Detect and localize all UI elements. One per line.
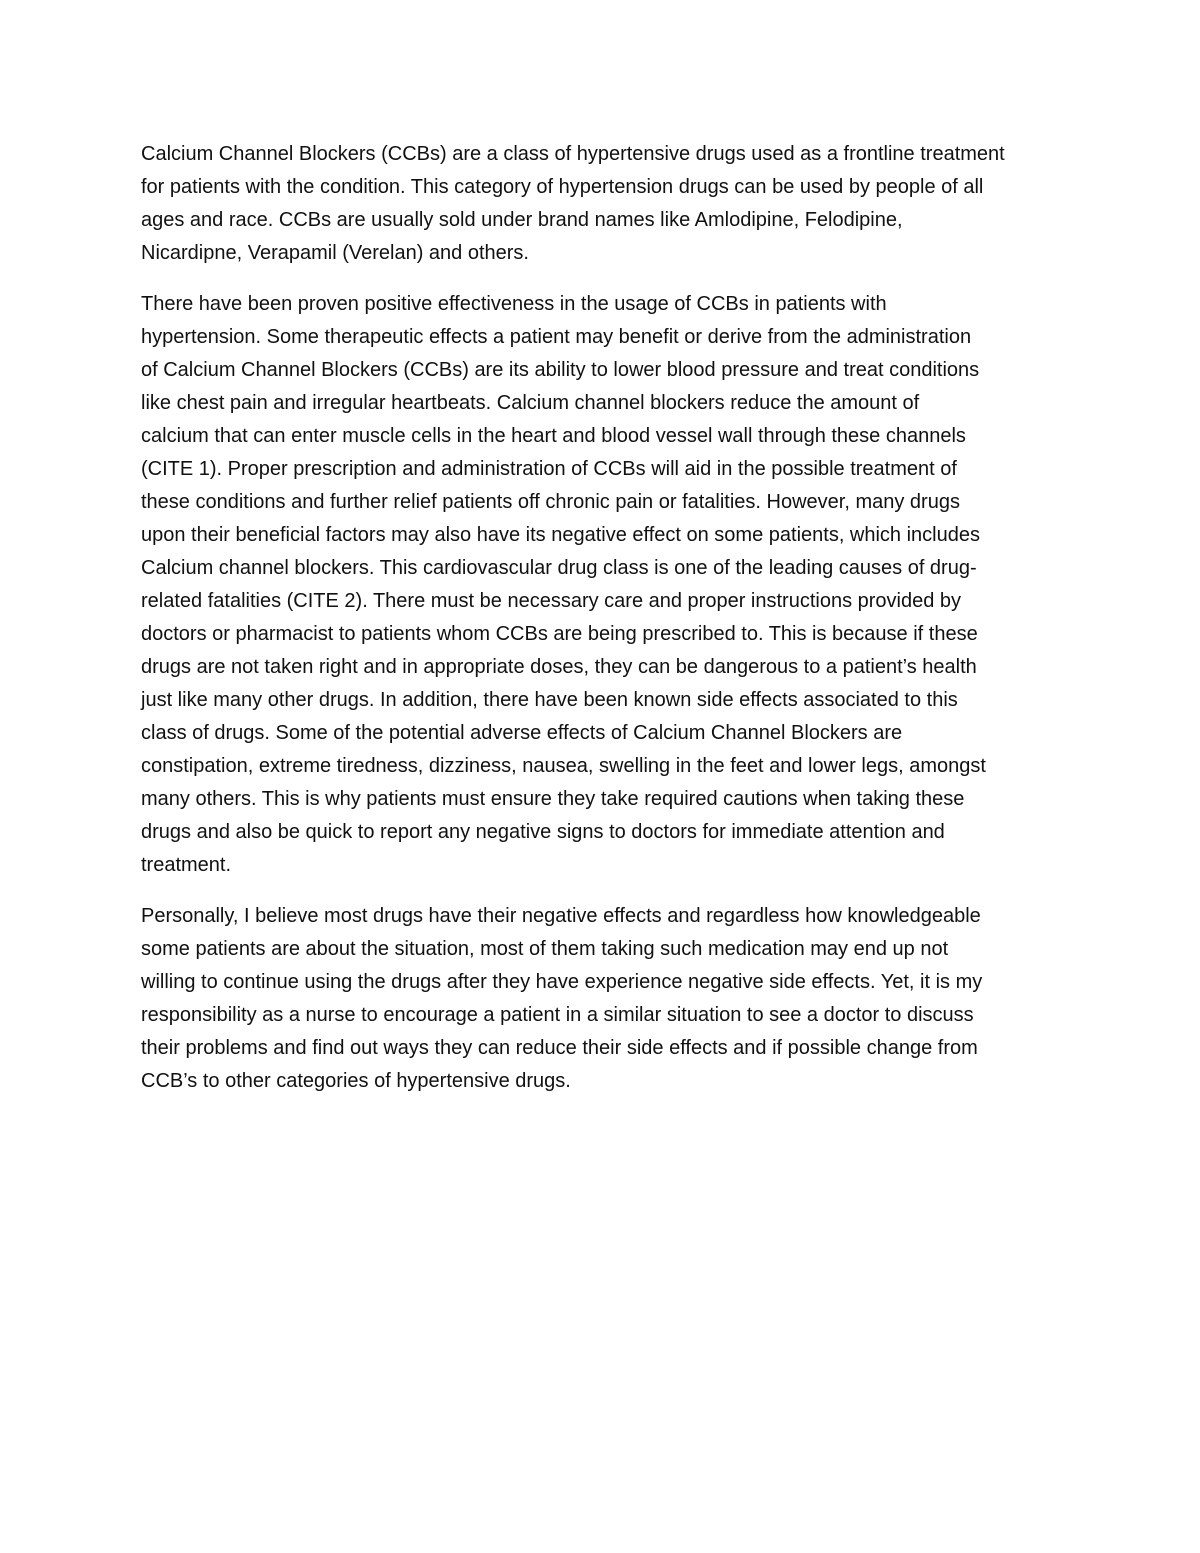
- text-line: Nicardipne, Verapamil (Verelan) and others.: [141, 242, 529, 264]
- text-line: some patients are about the situation, most of them taking such medication may end up not: [141, 938, 949, 960]
- text-line: upon their beneficial factors may also have its negative effect on some patients, which includes: [141, 524, 980, 546]
- text-line: doctors or pharmacist to patients whom CCBs are being prescribed to. This is because if these: [141, 623, 978, 645]
- text-line: ages and race. CCBs are usually sold under brand names like Amlodipine, Felodipine,: [141, 209, 903, 231]
- paragraph-3: [141, 900, 1071, 1098]
- text-line: their problems and find out ways they can reduce their side effects and if possible change from: [141, 1037, 978, 1059]
- text-line: drugs and also be quick to report any negative signs to doctors for immediate attention and: [141, 821, 945, 843]
- text-line: CCB’s to other categories of hypertensive drugs.: [141, 1070, 571, 1092]
- text-line: Personally, I believe most drugs have their negative effects and regardless how knowledgeable: [141, 905, 981, 927]
- text-line: drugs are not taken right and in appropriate doses, they can be dangerous to a patient’s health: [141, 656, 977, 678]
- text-line: many others. This is why patients must ensure they take required cautions when taking these: [141, 788, 965, 810]
- text-line: calcium that can enter muscle cells in the heart and blood vessel wall through these channels: [141, 425, 966, 447]
- text-line: like chest pain and irregular heartbeats. Calcium channel blockers reduce the amount of: [141, 392, 920, 414]
- text-line: (CITE 1). Proper prescription and administration of CCBs will aid in the possible treatment of: [141, 458, 957, 480]
- text-line: constipation, extreme tiredness, dizziness, nausea, swelling in the feet and lower legs, amongst: [141, 755, 986, 777]
- document-body: [141, 138, 1071, 1116]
- text-line: of Calcium Channel Blockers (CCBs) are its ability to lower blood pressure and treat conditions: [141, 359, 980, 381]
- text-line: hypertension. Some therapeutic effects a patient may benefit or derive from the administration: [141, 326, 972, 348]
- text-line: treatment.: [141, 854, 232, 876]
- text-line: There have been proven positive effectiveness in the usage of CCBs in patients with: [141, 293, 887, 315]
- text-line: willing to continue using the drugs after they have experience negative side effects. Yet, it is my: [141, 971, 983, 993]
- text-line: related fatalities (CITE 2). There must be necessary care and proper instructions provided by: [141, 590, 962, 612]
- text-line: these conditions and further relief patients off chronic pain or fatalities. However, many drugs: [141, 491, 960, 513]
- text-line: Calcium channel blockers. This cardiovascular drug class is one of the leading causes of drug-: [141, 557, 977, 579]
- text-line: responsibility as a nurse to encourage a patient in a similar situation to see a doctor to discuss: [141, 1004, 974, 1026]
- text-line: class of drugs. Some of the potential adverse effects of Calcium Channel Blockers are: [141, 722, 903, 744]
- paragraph-1: [141, 138, 1071, 270]
- text-line: Calcium Channel Blockers (CCBs) are a class of hypertensive drugs used as a frontline treatment: [141, 143, 1005, 165]
- paragraph-2: [141, 288, 1071, 882]
- text-line: for patients with the condition. This category of hypertension drugs can be used by people of all: [141, 176, 984, 198]
- text-line: just like many other drugs. In addition, there have been known side effects associated to this: [141, 689, 958, 711]
